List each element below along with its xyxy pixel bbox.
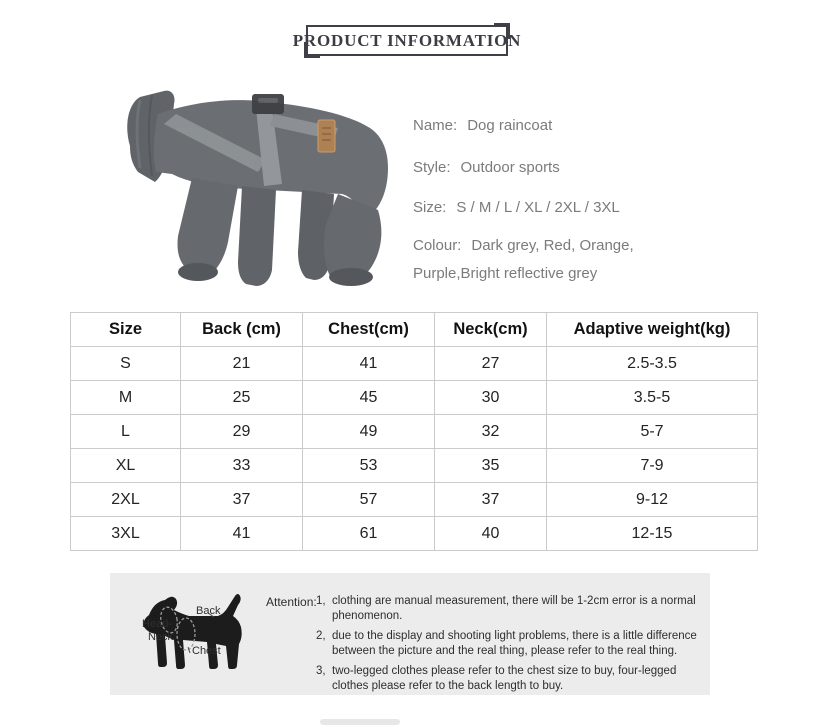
- size-chart-table: [70, 312, 758, 551]
- field-style: [413, 159, 560, 176]
- field-name-value: Dog raincoat: [467, 117, 553, 134]
- cell-neck: 27: [435, 347, 547, 381]
- cell-size: L: [71, 415, 181, 449]
- cell-back: 37: [181, 483, 303, 517]
- table-row: [71, 517, 758, 551]
- attention-item-3: 3, two-legged clothes please refer to the chest size to buy, four-legged clothes please refer to the back length to buy.: [316, 665, 677, 692]
- cell-size: XL: [71, 449, 181, 483]
- field-colour-line2: Purple,Bright reflective grey: [413, 265, 598, 282]
- page-title: PRODUCT INFORMATION: [292, 30, 522, 50]
- col-header-chest: Chest(cm): [303, 313, 435, 347]
- col-header-size: Size: [71, 313, 181, 347]
- field-style-value: Outdoor sports: [460, 159, 560, 176]
- attention-box: [110, 573, 710, 695]
- cell-chest: 61: [303, 517, 435, 551]
- field-size-value: S / M / L / XL / 2XL / 3XL: [456, 199, 620, 216]
- cell-neck: 32: [435, 415, 547, 449]
- cell-weight: 7-9: [547, 449, 758, 483]
- cell-back: 29: [181, 415, 303, 449]
- product-photo: [106, 84, 402, 302]
- field-style-label: Style:: [413, 159, 451, 176]
- cell-back: 25: [181, 381, 303, 415]
- cell-size: S: [71, 347, 181, 381]
- cell-chest: 53: [303, 449, 435, 483]
- cell-chest: 41: [303, 347, 435, 381]
- cell-back: 33: [181, 449, 303, 483]
- cell-size: 2XL: [71, 483, 181, 517]
- cell-back: 21: [181, 347, 303, 381]
- table-row: [71, 347, 758, 381]
- cell-weight: 2.5-3.5: [547, 347, 758, 381]
- cell-chest: 45: [303, 381, 435, 415]
- raincoat-front-leg: [178, 178, 239, 277]
- table-row: [71, 415, 758, 449]
- diagram-label-neck: Neck: [148, 631, 174, 643]
- col-header-weight: Adaptive weight(kg): [547, 313, 758, 347]
- section-title-box: [292, 25, 522, 56]
- harness-buckle: [252, 94, 284, 114]
- field-name: [413, 117, 552, 134]
- table-row: [71, 483, 758, 517]
- attention-label: Attention:: [266, 595, 317, 609]
- bottom-divider: [320, 719, 400, 725]
- front-cuff: [178, 263, 218, 281]
- rear-cuff: [329, 268, 373, 286]
- cell-back: 41: [181, 517, 303, 551]
- table-row: [71, 449, 758, 483]
- field-name-label: Name:: [413, 117, 458, 134]
- cell-size: 3XL: [71, 517, 181, 551]
- field-size-label: Size:: [413, 199, 447, 216]
- table-header-row: [71, 313, 758, 347]
- diagram-label-chest: Chest: [192, 645, 221, 657]
- diagram-label-back: Back: [196, 605, 221, 617]
- cell-weight: 12-15: [547, 517, 758, 551]
- cell-neck: 40: [435, 517, 547, 551]
- field-size: [413, 199, 620, 216]
- cell-chest: 57: [303, 483, 435, 517]
- col-header-neck: Neck(cm): [435, 313, 547, 347]
- attention-item-2: 2, due to the display and shooting light problems, there is a little difference between the picture and the real thing, please refer to the real thing.: [316, 630, 697, 657]
- cell-weight: 3.5-5: [547, 381, 758, 415]
- cell-neck: 35: [435, 449, 547, 483]
- cell-neck: 30: [435, 381, 547, 415]
- table-row: [71, 381, 758, 415]
- raincoat-front-leg-back: [238, 186, 276, 286]
- field-colour-label: Colour:: [413, 237, 462, 254]
- diagram-label-head: Head-: [142, 618, 172, 630]
- field-colour-value: Dark grey, Red, Orange,: [471, 237, 634, 254]
- dog-raincoat-illustration: [106, 84, 402, 302]
- cell-chest: 49: [303, 415, 435, 449]
- attention-notes: [316, 594, 708, 699]
- cell-size: M: [71, 381, 181, 415]
- brand-tag: [318, 120, 335, 152]
- field-colour: [413, 237, 634, 254]
- cell-neck: 37: [435, 483, 547, 517]
- col-header-back: Back (cm): [181, 313, 303, 347]
- cell-weight: 9-12: [547, 483, 758, 517]
- attention-item-1: 1, clothing are manual measurement, there will be 1-2cm error is a normal phenomenon.: [316, 595, 696, 622]
- cell-weight: 5-7: [547, 415, 758, 449]
